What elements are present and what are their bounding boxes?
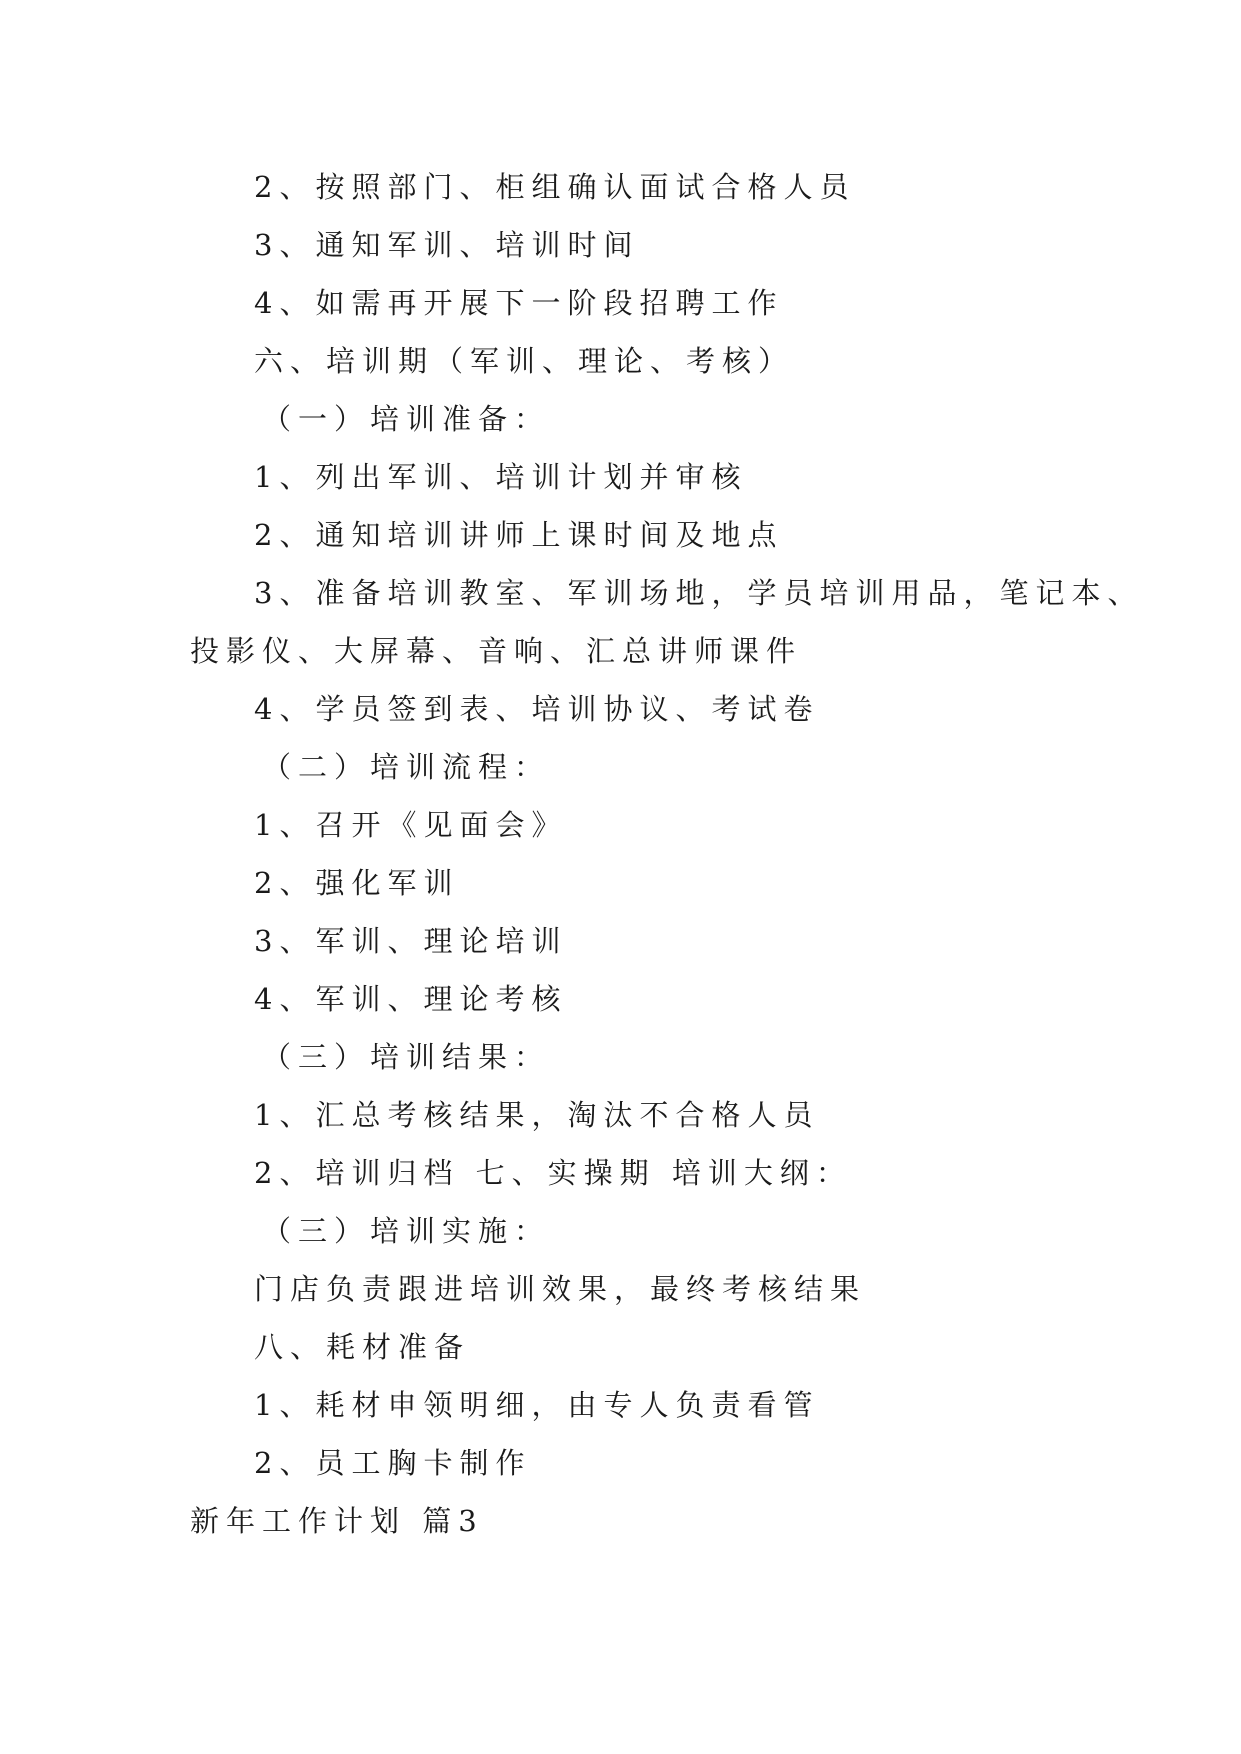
list-item: 2、强化军训 (254, 866, 460, 900)
subsection-heading: （三）培训结果： (262, 1040, 551, 1074)
document-heading: 新年工作计划 篇3 (190, 1504, 484, 1538)
list-item: 2、培训归档 七、实操期 培训大纲： (254, 1156, 852, 1190)
paragraph: 门店负责跟进培训效果，最终考核结果 (254, 1272, 867, 1306)
list-item: 3、准备培训教室、军训场地，学员培训用品，笔记本、 (254, 576, 1144, 610)
section-heading: 八、耗材准备 (254, 1330, 471, 1364)
list-item: 1、列出军训、培训计划并审核 (254, 460, 748, 494)
subsection-heading: （三）培训实施： (262, 1214, 551, 1248)
list-item: 4、学员签到表、培训协议、考试卷 (254, 692, 820, 726)
list-item: 1、召开《见面会》 (254, 808, 568, 842)
list-item: 3、军训、理论培训 (254, 924, 568, 958)
list-item: 1、耗材申领明细，由专人负责看管 (254, 1388, 820, 1422)
list-item: 2、通知培训讲师上课时间及地点 (254, 518, 784, 552)
list-item: 3、通知军训、培训时间 (254, 228, 640, 262)
document-body (190, 158, 1144, 1550)
list-item: 4、军训、理论考核 (254, 982, 568, 1016)
list-item-continuation: 投影仪、大屏幕、音响、汇总讲师课件 (190, 634, 803, 668)
list-item: 2、按照部门、柜组确认面试合格人员 (254, 170, 856, 204)
subsection-heading: （二）培训流程： (262, 750, 551, 784)
list-item: 2、员工胸卡制作 (254, 1446, 532, 1480)
section-heading: 六、培训期（军训、理论、考核） (254, 344, 795, 378)
subsection-heading: （一）培训准备： (262, 402, 551, 436)
list-item: 1、汇总考核结果，淘汰不合格人员 (254, 1098, 820, 1132)
list-item: 4、如需再开展下一阶段招聘工作 (254, 286, 784, 320)
